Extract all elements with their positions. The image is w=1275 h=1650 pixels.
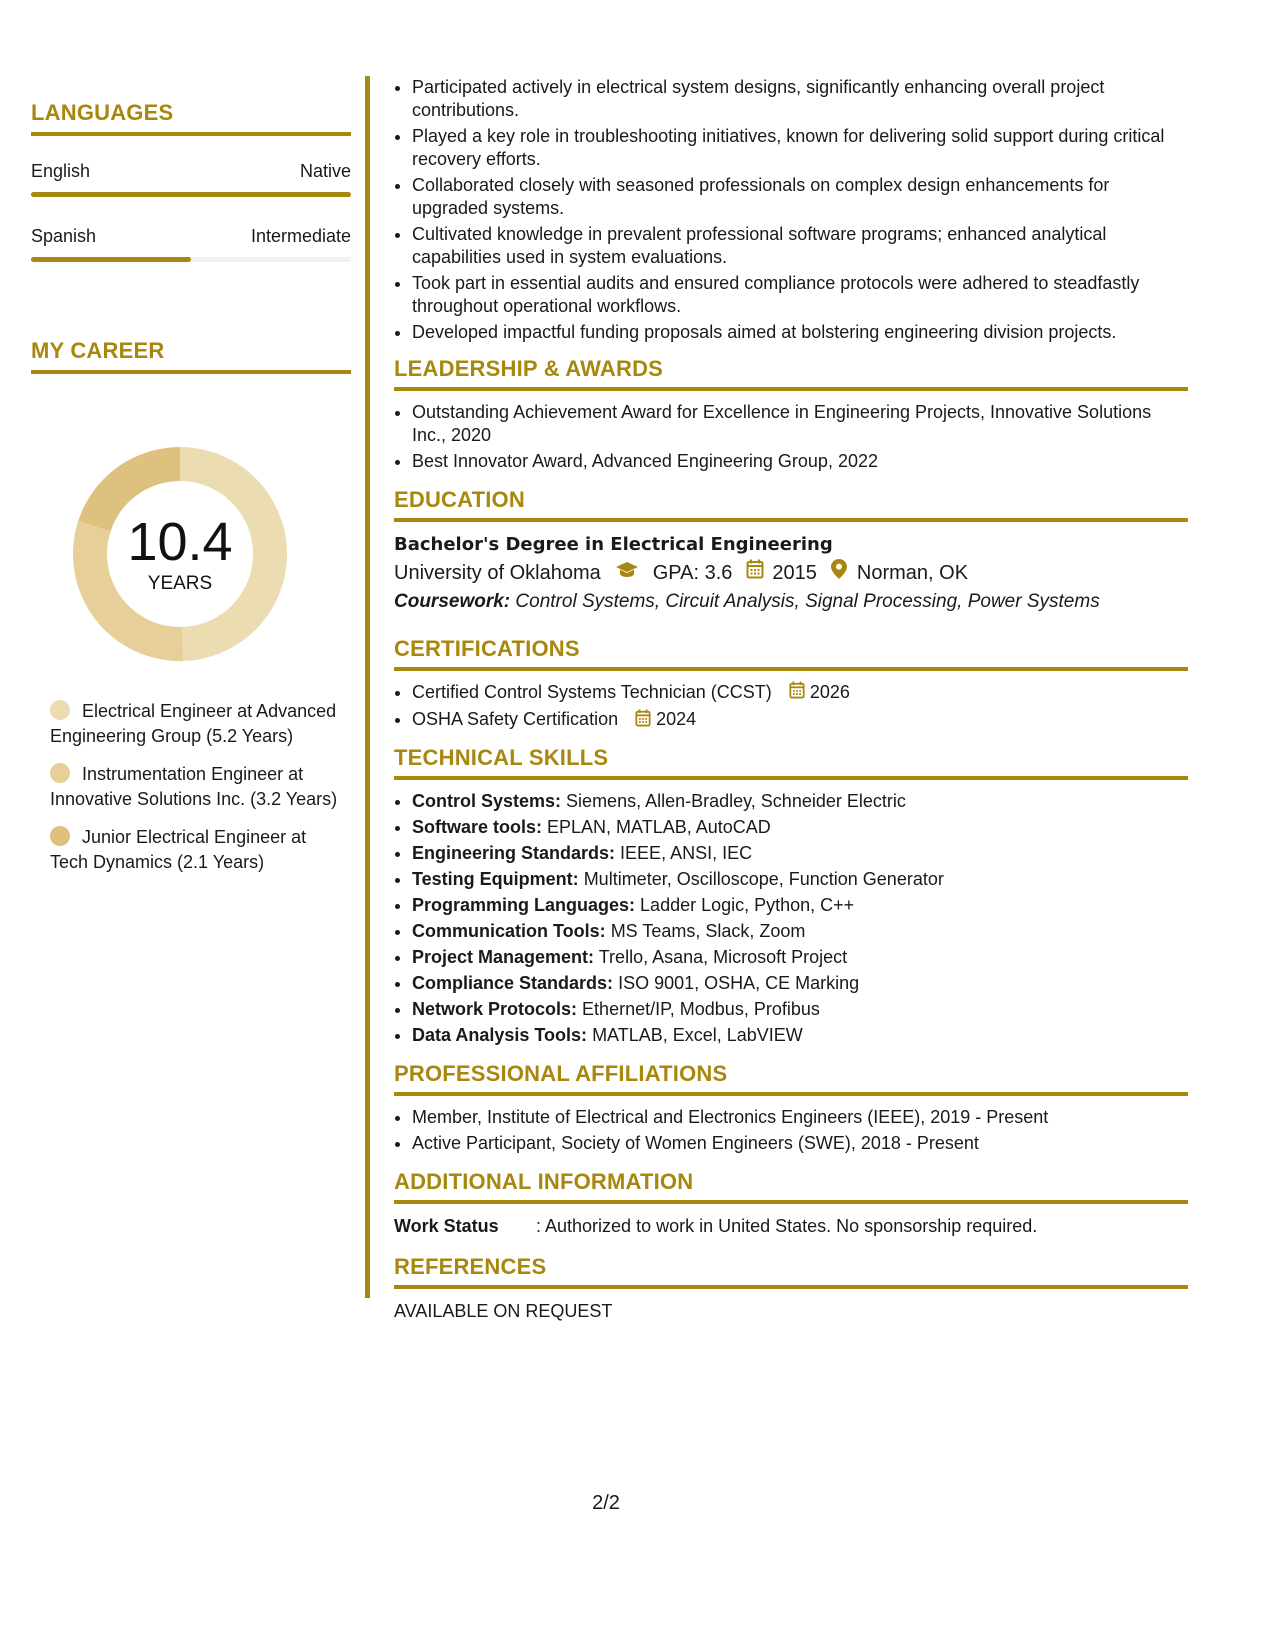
certifications-list	[394, 681, 1188, 733]
language-level: Native	[299, 161, 351, 181]
skill-item	[412, 998, 1188, 1021]
language-level: Intermediate	[250, 226, 351, 246]
education-gpa: GPA: 3.6	[652, 562, 733, 584]
language-proficiency-bar	[31, 192, 351, 197]
skill-item	[412, 816, 1188, 839]
certification-item	[412, 681, 1188, 705]
legend-dot	[50, 763, 70, 783]
education-school: University of Oklahoma	[394, 562, 601, 584]
career-heading: MY CAREER	[31, 338, 351, 374]
language-item-spanish	[31, 225, 351, 262]
skill-label: Software tools:	[412, 816, 543, 837]
skills-heading: TECHNICAL SKILLS	[394, 745, 1188, 780]
career-role-text: Electrical Engineer at Advanced Engineering Group (5.2 Years)	[50, 701, 337, 746]
skill-item	[412, 972, 1188, 995]
skill-value: ISO 9001, OSHA, CE Marking	[618, 972, 860, 993]
column-divider	[365, 76, 370, 1298]
language-proficiency-bar	[31, 257, 351, 262]
skill-item	[412, 842, 1188, 865]
experience-bullet: • Took part in essential audits and ensured compliance protocols were adhered to steadfastly throughout operational workflows.	[412, 272, 1188, 318]
additional-info-heading: ADDITIONAL INFORMATION	[394, 1169, 1188, 1204]
certification-name: Certified Control Systems Technician (CCST)	[412, 682, 772, 702]
language-proficiency-fill	[31, 192, 351, 197]
education-location: Norman, OK	[856, 562, 969, 584]
skill-item	[412, 1024, 1188, 1047]
affiliation-item: • Active Participant, Society of Women Engineers (SWE), 2018 - Present	[412, 1132, 1188, 1155]
references-heading: REFERENCES	[394, 1254, 1188, 1289]
skill-value: Multimeter, Oscilloscope, Function Generator	[583, 868, 944, 889]
affiliation-item: • Member, Institute of Electrical and Electronics Engineers (IEEE), 2019 - Present	[412, 1106, 1188, 1129]
award-item: • Best Innovator Award, Advanced Engineering Group, 2022	[412, 450, 1188, 473]
skill-label: Project Management:	[412, 946, 595, 967]
career-legend-item	[50, 825, 340, 875]
experience-bullet: • Participated actively in electrical system designs, significantly enhancing overall project contributions.	[412, 76, 1188, 122]
legend-dot	[50, 700, 70, 720]
award-item: • Outstanding Achievement Award for Excellence in Engineering Projects, Innovative Solutions Inc., 2020	[412, 401, 1188, 447]
main-column	[394, 76, 1188, 1323]
career-role-text: Junior Electrical Engineer at Tech Dynamics (2.1 Years)	[50, 827, 307, 872]
coursework-value: Control Systems, Circuit Analysis, Signal Processing, Power Systems	[515, 591, 1100, 612]
affiliations-heading: PROFESSIONAL AFFILIATIONS	[394, 1061, 1188, 1096]
skill-value: Ethernet/IP, Modbus, Profibus	[582, 998, 820, 1019]
location-pin-icon	[831, 558, 847, 588]
education-heading: EDUCATION	[394, 487, 1188, 522]
experience-bullet: • Developed impactful funding proposals aimed at bolstering engineering division projects.	[412, 321, 1188, 344]
language-item-english	[31, 160, 351, 197]
donut-center-label	[67, 441, 293, 667]
career-donut-chart	[67, 441, 293, 667]
coursework-label: Coursework:	[394, 591, 511, 612]
skill-item	[412, 946, 1188, 969]
experience-bullet: • Collaborated closely with seasoned professionals on complex design enhancements for upgraded systems.	[412, 174, 1188, 220]
calendar-icon	[789, 681, 805, 705]
skill-label: Communication Tools:	[412, 920, 606, 941]
skill-label: Control Systems:	[412, 790, 562, 811]
work-status-row	[394, 1214, 1188, 1238]
leadership-heading: LEADERSHIP & AWARDS	[394, 356, 1188, 391]
work-status-value: : Authorized to work in United States. No sponsorship required.	[536, 1215, 1038, 1236]
leadership-list	[394, 401, 1188, 473]
education-year: 2015	[772, 562, 817, 584]
skill-value: MS Teams, Slack, Zoom	[610, 920, 806, 941]
certifications-heading: CERTIFICATIONS	[394, 636, 1188, 671]
legend-dot	[50, 826, 70, 846]
skill-label: Programming Languages:	[412, 894, 636, 915]
career-total-unit: YEARS	[147, 573, 213, 594]
skill-item	[412, 790, 1188, 813]
education-coursework	[394, 588, 1188, 616]
certification-year: 2026	[809, 682, 850, 702]
career-role-text: Instrumentation Engineer at Innovative Solutions Inc. (3.2 Years)	[50, 764, 338, 809]
calendar-icon	[746, 558, 764, 588]
skill-item	[412, 868, 1188, 891]
skill-value: Siemens, Allen-Bradley, Schneider Electric	[566, 790, 906, 811]
skill-label: Data Analysis Tools:	[412, 1024, 588, 1045]
skill-value: IEEE, ANSI, IEC	[620, 842, 753, 863]
certification-name: OSHA Safety Certification	[412, 709, 619, 730]
skill-value: Trello, Asana, Microsoft Project	[598, 946, 848, 967]
career-total-value: 10.4	[127, 512, 233, 572]
career-legend	[50, 699, 340, 888]
page-number: 2/2	[592, 1492, 620, 1514]
career-legend-item	[50, 762, 340, 812]
graduation-cap-icon	[615, 558, 639, 588]
experience-bullet: • Played a key role in troubleshooting initiatives, known for delivering solid support during critical recovery efforts.	[412, 125, 1188, 171]
work-status-label: Work Status	[394, 1215, 499, 1236]
skill-label: Compliance Standards:	[412, 972, 614, 993]
language-name: Spanish	[31, 226, 97, 246]
affiliations-list	[394, 1106, 1188, 1155]
languages-heading: LANGUAGES	[31, 100, 351, 136]
skill-value: Ladder Logic, Python, C++	[640, 894, 855, 915]
skill-item	[412, 920, 1188, 943]
skill-value: MATLAB, Excel, LabVIEW	[592, 1024, 803, 1045]
skills-list	[394, 790, 1188, 1047]
education-degree: Bachelor's Degree in Electrical Engineering	[394, 534, 833, 555]
sidebar	[31, 100, 351, 872]
experience-bullet: • Cultivated knowledge in prevalent professional software programs; enhanced analytical capabilities used in system evaluations.	[412, 223, 1188, 269]
experience-bullets	[394, 76, 1188, 344]
certification-year: 2024	[656, 709, 697, 730]
career-legend-item	[50, 699, 340, 749]
skill-label: Engineering Standards:	[412, 842, 616, 863]
language-name: English	[31, 161, 91, 181]
education-entry	[394, 532, 1188, 616]
skill-item	[412, 894, 1188, 917]
education-details	[394, 558, 1188, 588]
skill-label: Testing Equipment:	[412, 868, 579, 889]
skill-value: EPLAN, MATLAB, AutoCAD	[547, 816, 771, 837]
skill-label: Network Protocols:	[412, 998, 578, 1019]
calendar-icon	[635, 709, 651, 733]
language-proficiency-fill	[31, 257, 191, 262]
certification-item	[412, 708, 1188, 732]
references-text: AVAILABLE ON REQUEST	[394, 1300, 613, 1321]
